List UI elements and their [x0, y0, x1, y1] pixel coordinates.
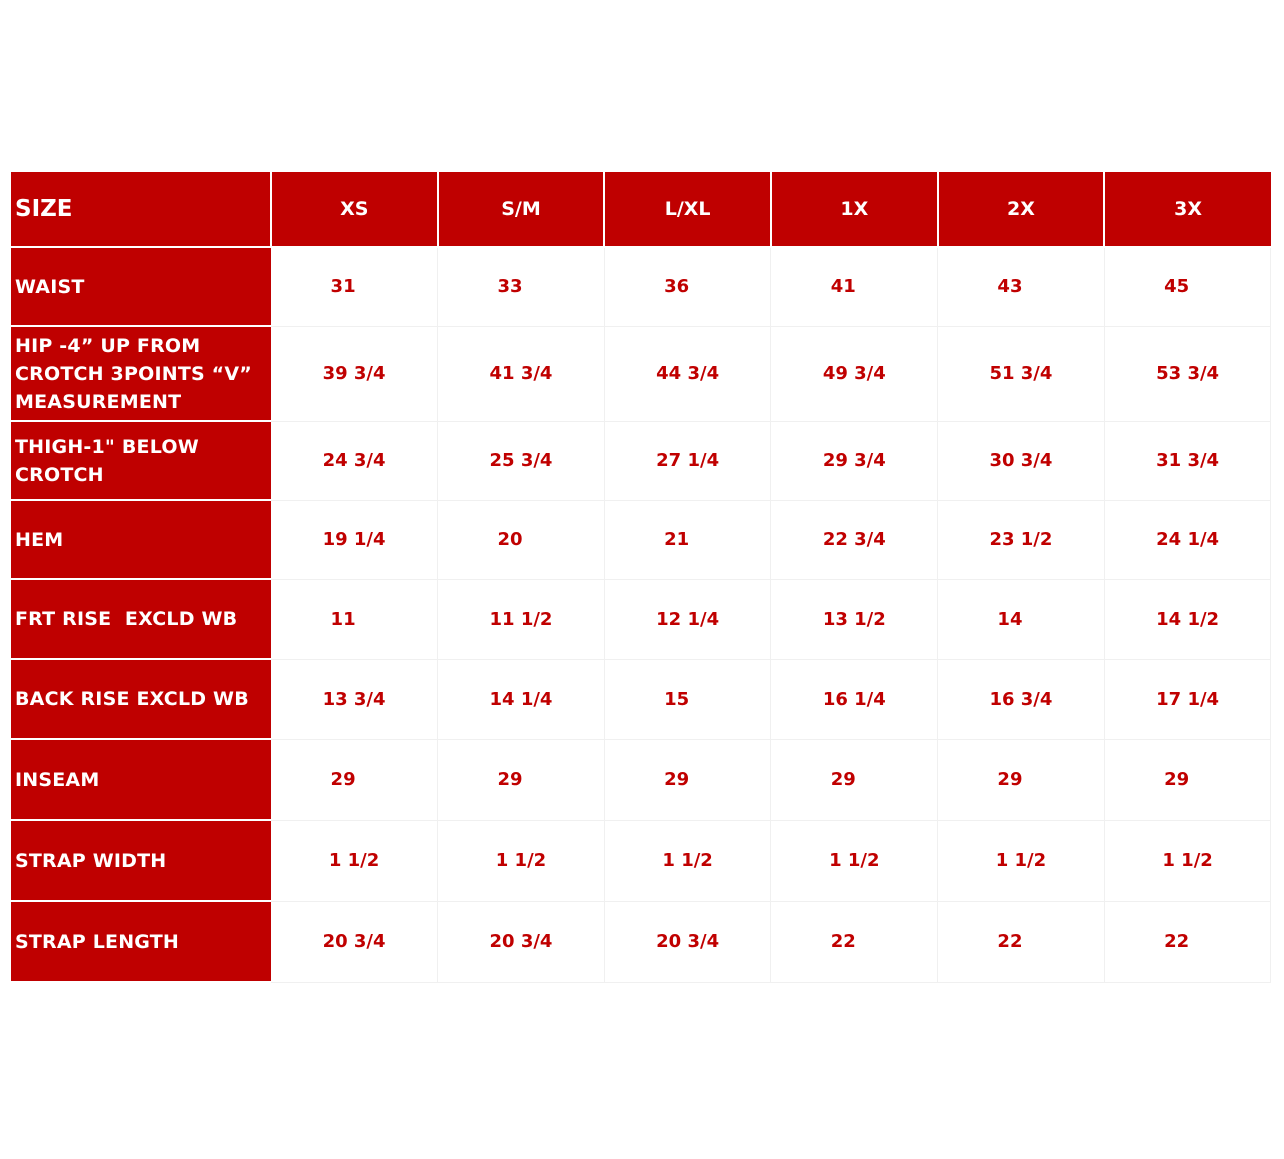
row-hem [11, 500, 1271, 579]
table-cell: 44 3/4 [604, 326, 771, 421]
row-label-hip: HIP -4” UP FROM CROTCH 3POINTS “V” MEASUREMENT [11, 326, 271, 421]
table-cell: 14 1/2 [1104, 579, 1271, 659]
table-cell: 12 1/4 [604, 579, 771, 659]
row-label-waist: WAIST [11, 247, 271, 326]
table-cell: 31 [271, 247, 438, 326]
table-cell: 11 1/2 [438, 579, 605, 659]
table-cell: 27 1/4 [604, 421, 771, 500]
table-cell: 16 1/4 [771, 659, 938, 739]
table-cell: 29 [1104, 739, 1271, 820]
table-cell: 29 [771, 739, 938, 820]
table-cell: 51 3/4 [938, 326, 1105, 421]
table-cell: 30 3/4 [938, 421, 1105, 500]
table-cell: 29 [604, 739, 771, 820]
row-label-inseam: INSEAM [11, 739, 271, 820]
table-cell: 1 1/2 [438, 820, 605, 901]
table-cell: 14 1/4 [438, 659, 605, 739]
table-cell: 22 [938, 901, 1105, 982]
row-label-back-rise: BACK RISE EXCLD WB [11, 659, 271, 739]
header-row [11, 172, 1271, 247]
table-cell: 17 1/4 [1104, 659, 1271, 739]
table-cell: 22 [771, 901, 938, 982]
size-chart-table [11, 172, 1271, 983]
row-label-strap-length: STRAP LENGTH [11, 901, 271, 982]
table-cell: 33 [438, 247, 605, 326]
table-cell: 29 [271, 739, 438, 820]
table-cell: 39 3/4 [271, 326, 438, 421]
table-cell: 45 [1104, 247, 1271, 326]
table-cell: 22 3/4 [771, 500, 938, 579]
row-label-front-rise: FRT RISE EXCLD WB [11, 579, 271, 659]
table-cell: 14 [938, 579, 1105, 659]
table-cell: 21 [604, 500, 771, 579]
table-cell: 43 [938, 247, 1105, 326]
row-hip [11, 326, 1271, 421]
table-cell: 1 1/2 [271, 820, 438, 901]
table-cell: 13 1/2 [771, 579, 938, 659]
table-cell: 20 3/4 [438, 901, 605, 982]
row-strap-width [11, 820, 1271, 901]
table-cell: 41 [771, 247, 938, 326]
table-cell: 20 3/4 [271, 901, 438, 982]
size-header-xs: XS [271, 172, 438, 247]
table-cell: 20 3/4 [604, 901, 771, 982]
size-header-2x: 2X [938, 172, 1105, 247]
table-cell: 25 3/4 [438, 421, 605, 500]
size-header-1x: 1X [771, 172, 938, 247]
size-corner-label: SIZE [11, 172, 271, 247]
table-cell: 13 3/4 [271, 659, 438, 739]
row-label-thigh: THIGH-1" BELOW CROTCH [11, 421, 271, 500]
table-cell: 20 [438, 500, 605, 579]
row-label-strap-width: STRAP WIDTH [11, 820, 271, 901]
table-cell: 31 3/4 [1104, 421, 1271, 500]
table-cell: 49 3/4 [771, 326, 938, 421]
size-header-3x: 3X [1104, 172, 1271, 247]
table-cell: 1 1/2 [771, 820, 938, 901]
table-cell: 24 3/4 [271, 421, 438, 500]
table-cell: 1 1/2 [1104, 820, 1271, 901]
table-cell: 11 [271, 579, 438, 659]
row-front-rise [11, 579, 1271, 659]
table-cell: 29 [938, 739, 1105, 820]
table-cell: 29 3/4 [771, 421, 938, 500]
table-cell: 1 1/2 [938, 820, 1105, 901]
table-cell: 53 3/4 [1104, 326, 1271, 421]
row-back-rise [11, 659, 1271, 739]
table-cell: 19 1/4 [271, 500, 438, 579]
table-cell: 29 [438, 739, 605, 820]
row-thigh [11, 421, 1271, 500]
table-cell: 36 [604, 247, 771, 326]
table-cell: 24 1/4 [1104, 500, 1271, 579]
table-cell: 1 1/2 [604, 820, 771, 901]
size-header-l-xl: L/XL [604, 172, 771, 247]
row-label-hem: HEM [11, 500, 271, 579]
size-header-s-m: S/M [438, 172, 605, 247]
table-cell: 15 [604, 659, 771, 739]
table-cell: 22 [1104, 901, 1271, 982]
table-cell: 41 3/4 [438, 326, 605, 421]
table-cell: 23 1/2 [938, 500, 1105, 579]
row-inseam [11, 739, 1271, 820]
row-strap-length [11, 901, 1271, 982]
table-cell: 16 3/4 [938, 659, 1105, 739]
row-waist [11, 247, 1271, 326]
